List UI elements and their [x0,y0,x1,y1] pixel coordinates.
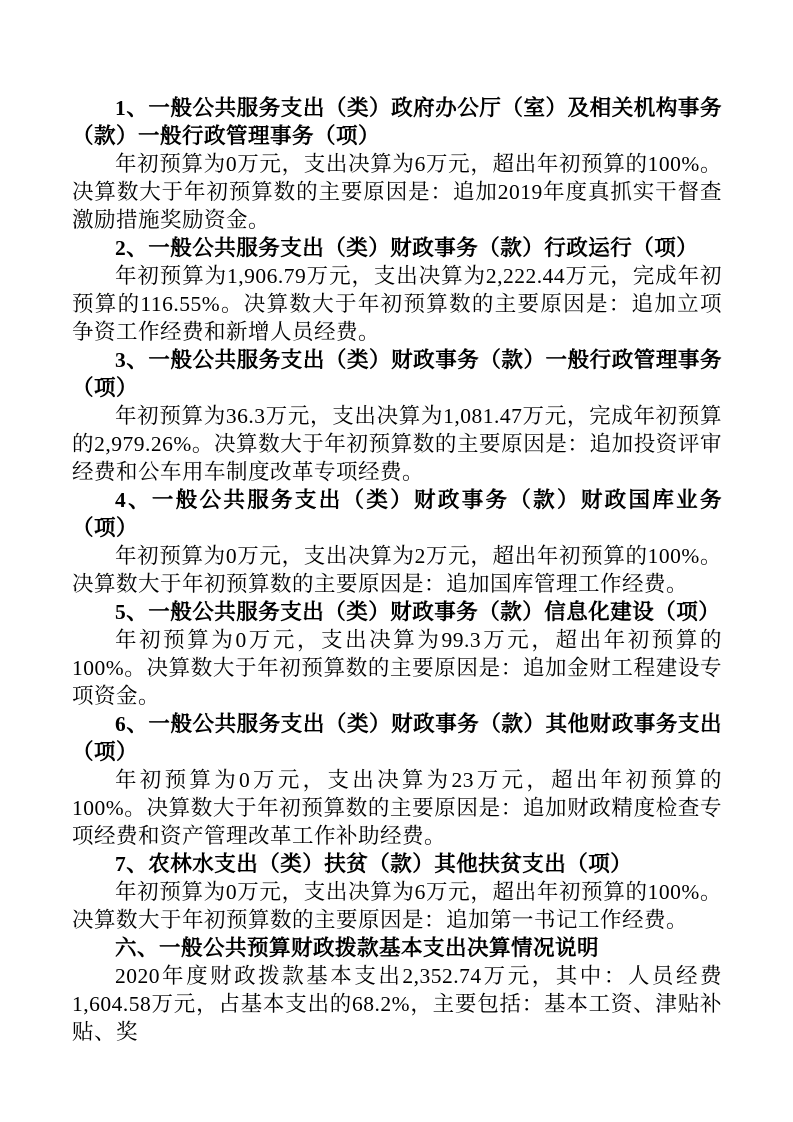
section-heading: 3、一般公共服务支出（类）财政事务（款）一般行政管理事务（项） [72,348,722,400]
section-heading: 六、一般公共预算财政拨款基本支出决算情况说明 [115,936,600,960]
section-5 [72,598,722,710]
section-heading: 4、一般公共服务支出（类）财政事务（款）财政国库业务（项） [72,488,722,540]
section-paragraph: 年初预算为1,906.79万元，支出决算为2,222.44万元，完成年初预算的116.55%。决算数大于年初预算数的主要原因是：追加立项争资工作经费和新增人员经费。 [72,264,722,344]
section-heading: 1、一般公共服务支出（类）政府办公厅（室）及相关机构事务（款）一般行政管理事务（项） [72,96,722,148]
section-heading: 2、一般公共服务支出（类）财政事务（款）行政运行（项） [115,236,699,260]
section-paragraph: 年初预算为0万元，支出决算为23万元，超出年初预算的100%。决算数大于年初预算数的主要原因是：追加财政精度检查专项经费和资产管理改革工作补助经费。 [72,768,722,848]
section-heading: 6、一般公共服务支出（类）财政事务（款）其他财政事务支出（项） [72,712,722,764]
section-heading: 7、农林水支出（类）扶贫（款）其他扶贫支出（项） [115,852,633,876]
section-heading: 5、一般公共服务支出（类）财政事务（款）信息化建设（项） [115,600,721,624]
section-paragraph: 年初预算为36.3万元，支出决算为1,081.47万元，完成年初预算的2,979.26%。决算数大于年初预算数的主要原因是：追加投资评审经费和公车用车制度改革专项经费。 [72,404,722,484]
section-paragraph: 年初预算为0万元，支出决算为2万元，超出年初预算的100%。决算数大于年初预算数的主要原因是：追加国库管理工作经费。 [72,544,722,596]
section-basic-expenditure-explanation [72,934,722,1046]
section-7 [72,850,722,934]
section-paragraph: 2020年度财政拨款基本支出2,352.74万元，其中：人员经费1,604.58万元，占基本支出的68.2%，主要包括：基本工资、津贴补贴、奖 [72,964,722,1044]
section-3 [72,346,722,486]
section-1 [72,94,722,234]
section-6 [72,710,722,850]
section-2 [72,234,722,346]
section-4 [72,486,722,598]
section-paragraph: 年初预算为0万元，支出决算为6万元，超出年初预算的100%。决算数大于年初预算数的主要原因是：追加2019年度真抓实干督查激励措施奖励资金。 [72,152,722,232]
section-paragraph: 年初预算为0万元，支出决算为99.3万元，超出年初预算的100%。决算数大于年初预算数的主要原因是：追加金财工程建设专项资金。 [72,628,722,708]
section-paragraph: 年初预算为0万元，支出决算为6万元，超出年初预算的100%。决算数大于年初预算数的主要原因是：追加第一书记工作经费。 [72,880,722,932]
document-content [72,94,722,1046]
